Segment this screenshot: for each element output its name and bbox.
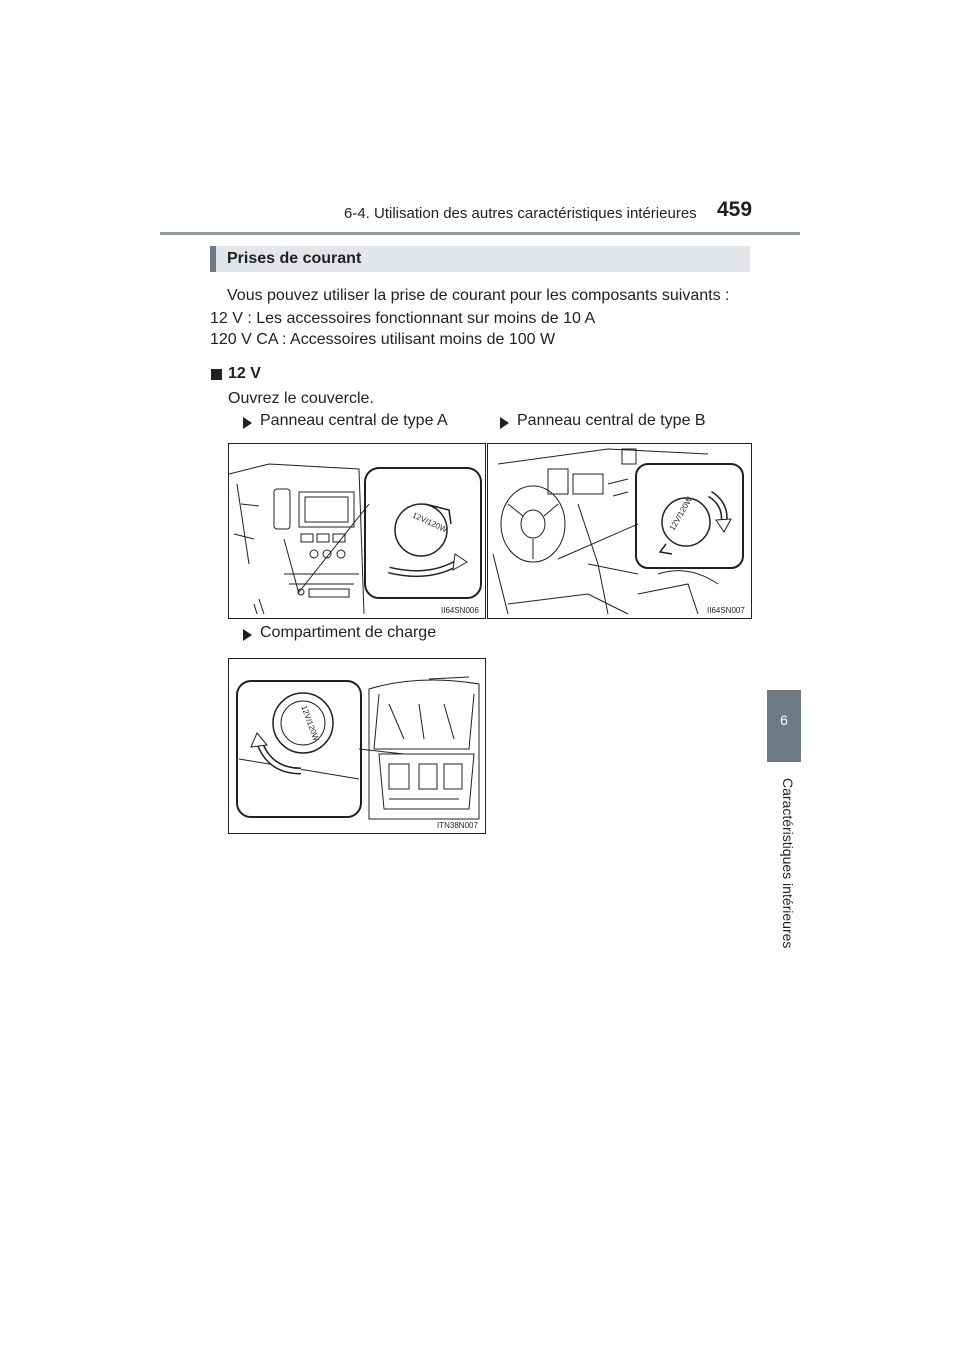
cap-label: 12V/120W [667, 495, 695, 533]
figure-code: II64SN007 [707, 606, 745, 615]
chapter-tab[interactable] [767, 690, 801, 762]
triangle-bullet-icon [243, 417, 252, 429]
chapter-label [743, 778, 833, 958]
triangle-bullet-icon [243, 629, 252, 641]
cap-label: 12V/120W [410, 510, 449, 535]
page-number: 459 [717, 198, 753, 221]
header-rule [160, 232, 800, 235]
figure-cargo-compartment [228, 658, 486, 834]
cargo-illustration [229, 659, 485, 833]
section-title: Prises de courant [227, 250, 362, 267]
cap-label: 12V/120W [299, 704, 321, 743]
triangle-bullet-icon [500, 417, 509, 429]
dashboard-illustration [229, 444, 485, 618]
figure-center-panel-type-b [487, 443, 752, 619]
figure-caption-b: Panneau central de type B [517, 412, 706, 429]
chapter-label-text: Caractéristiques intérieures [780, 778, 796, 949]
figure-center-panel-type-a [228, 443, 486, 619]
instruction-text: Ouvrez le couvercle. [228, 390, 374, 407]
figure-caption-a: Panneau central de type A [260, 412, 448, 429]
figure-code: ITN38N007 [437, 821, 478, 830]
subsection-title: 12 V [228, 365, 261, 382]
dashboard-illustration [488, 444, 751, 618]
intro-text: Vous pouvez utiliser la prise de courant pour les composants suivants : [227, 287, 730, 304]
figure-caption-cargo: Compartiment de charge [260, 624, 437, 641]
spec-line-120v: 120 V CA : Accessoires utilisant moins de 100 W [210, 331, 556, 348]
section-heading [210, 246, 750, 272]
figure-code: II64SN006 [441, 606, 479, 615]
spec-line-12v: 12 V : Les accessoires fonctionnant sur moins de 10 A [210, 310, 596, 327]
square-bullet-icon [211, 369, 222, 380]
chapter-number: 6 [780, 712, 788, 728]
header-section-title: 6-4. Utilisation des autres caractéristiques intérieures [344, 205, 697, 222]
